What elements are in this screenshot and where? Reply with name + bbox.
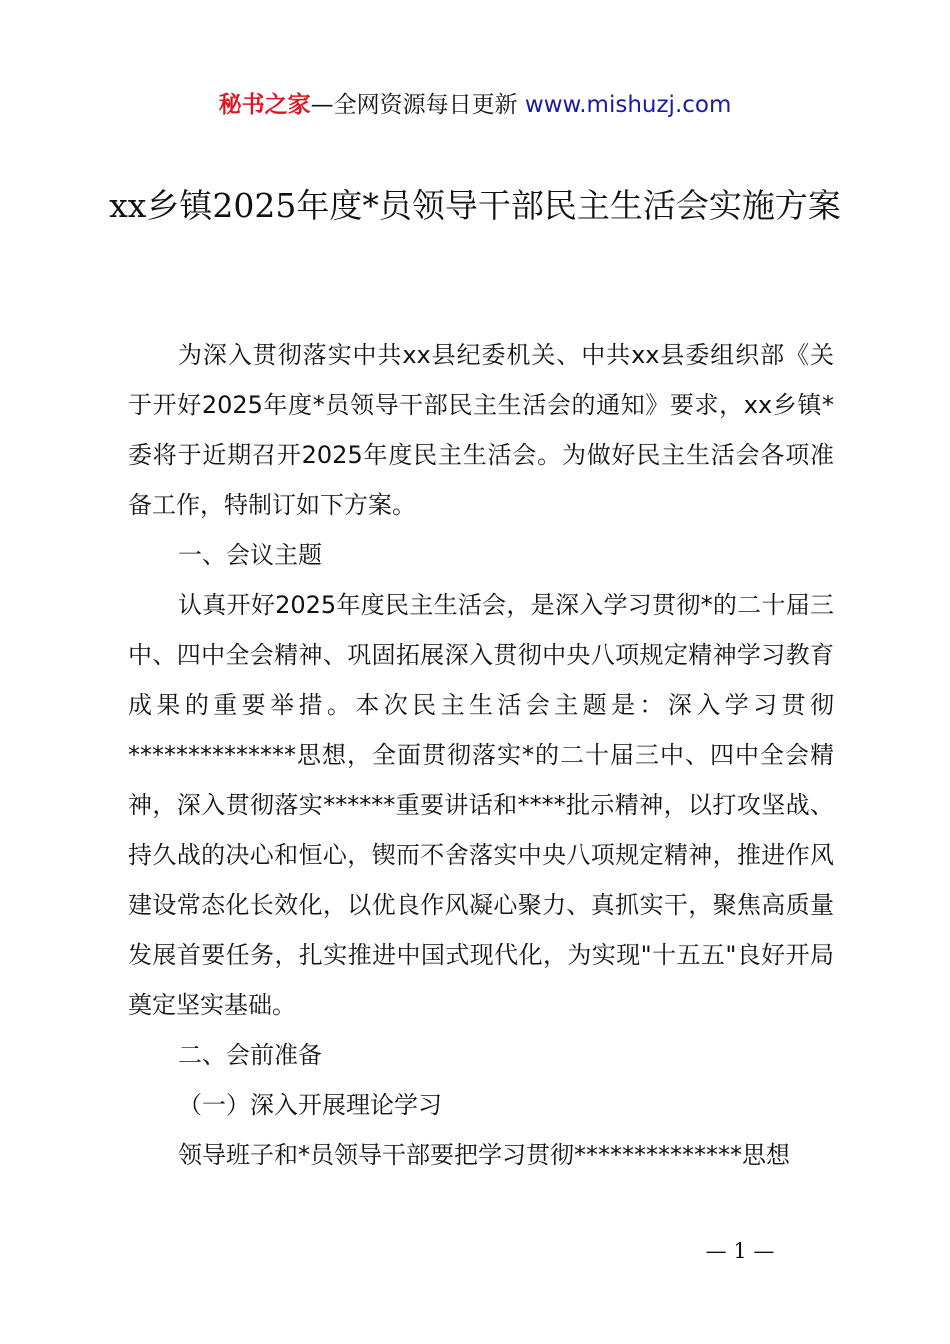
site-header	[0, 88, 950, 122]
intro-paragraph: 为深入贯彻落实中共xx县纪委机关、中共xx县委组织部《关于开好2025年度*员领导干部民主生活会的通知》要求，xx乡镇*委将于近期召开2025年度民主生活会。为做好民主生活会各项准备工作，特制订如下方案。	[128, 341, 834, 519]
section-heading-meeting-theme: 一、会议主题	[178, 541, 322, 569]
meeting-theme-paragraph: 认真开好2025年度民主生活会，是深入学习贯彻*的二十届三中、四中全会精神、巩固拓展深入贯彻中央八项规定精神学习教育成果的重要举措。本次民主生活会主题是：深入学习贯彻**************思想，全面贯彻落实*的二十届三中、四中全会精神，深入贯彻落实******重要讲话和****批示精神，以打攻坚战、持久战的决心和恒心，锲而不舍落实中央八项规定精神，推进作风建设常态化长效化，以优良作风凝心聚力、真抓实干，聚焦高质量发展首要任务，扎实推进中国式现代化，为实现"十五五"良好开局奠定坚实基础。	[128, 591, 834, 1019]
section-heading-preparation: 二、会前准备	[178, 1041, 322, 1069]
document-body	[128, 330, 834, 1180]
header-slogan: —全网资源每日更新	[310, 92, 525, 118]
document-title: xx乡镇2025年度*员领导干部民主生活会实施方案	[109, 186, 841, 225]
brand-name: 秘书之家	[218, 92, 311, 118]
site-url-link[interactable]: www.mishuzj.com	[524, 92, 732, 118]
page-number: — 1 —	[705, 1239, 775, 1263]
theory-study-paragraph: 领导班子和*员领导干部要把学习贯彻**************思想	[178, 1141, 790, 1169]
subsection-heading-theory-study: （一）深入开展理论学习	[178, 1091, 442, 1119]
